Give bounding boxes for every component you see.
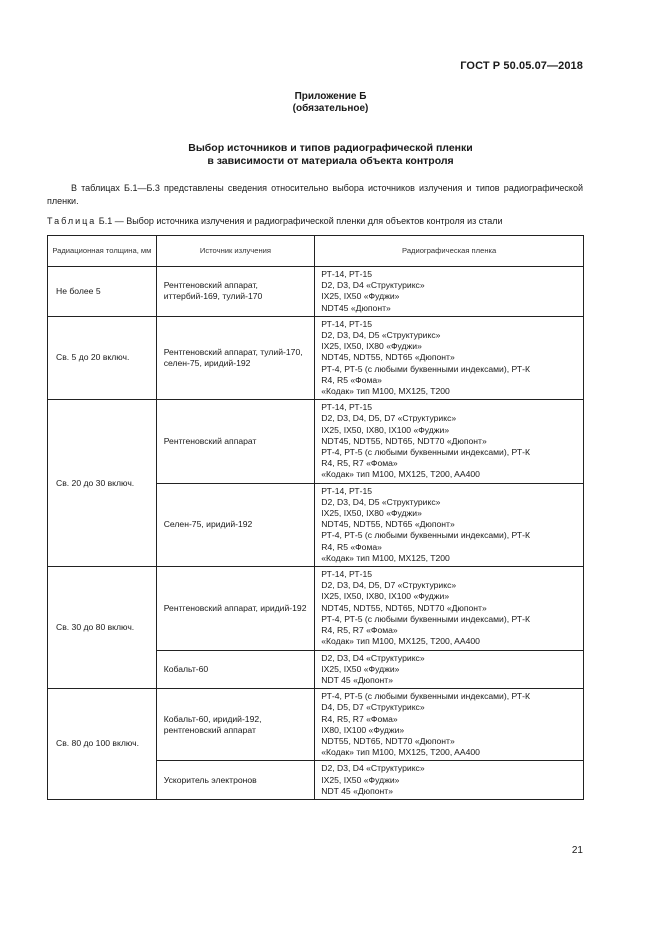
film-line: NDT55, NDT65, NDT70 «Дюпонт» bbox=[321, 735, 455, 746]
header-thickness: Радиационная толщина, мм bbox=[48, 236, 157, 267]
header-source: Источник излучения bbox=[156, 236, 315, 267]
appendix-title: Приложение Б bbox=[294, 91, 367, 102]
cell-thickness: Св. 30 до 80 включ. bbox=[48, 567, 157, 689]
page-number: 21 bbox=[571, 845, 583, 856]
cell-source: Кобальт-60, иридий-192, рентгеновский аппарат bbox=[156, 689, 315, 761]
cell-source: Рентгеновский аппарат, тулий-170, селен-75, иридий-192 bbox=[156, 316, 315, 399]
film-line: R4, R5 «Фома» bbox=[321, 374, 382, 385]
section-title-line1: Выбор источников и типов радиографической пленки bbox=[188, 142, 473, 154]
film-line: РТ-14, РТ-15 bbox=[321, 318, 373, 329]
table-caption-label: Таблица bbox=[47, 216, 97, 226]
film-line: IX25, IX50, IX80, IX100 «Фуджи» bbox=[321, 591, 450, 602]
cell-source: Ускоритель электронов bbox=[156, 761, 315, 800]
film-line: D2, D3, D4, D5, D7 «Структурикс» bbox=[321, 413, 457, 424]
film-line: РТ-14, РТ-15 bbox=[321, 485, 373, 496]
film-line: R4, R5, R7 «Фома» bbox=[321, 625, 398, 636]
film-line: IX25, IX50 «Фуджи» bbox=[321, 774, 400, 785]
film-line: R4, R5, R7 «Фома» bbox=[321, 458, 398, 469]
cell-film bbox=[315, 267, 584, 317]
table-row bbox=[48, 689, 584, 761]
cell-thickness: Св. 80 до 100 включ. bbox=[48, 689, 157, 800]
film-line: IX25, IX50 «Фуджи» bbox=[321, 291, 400, 302]
cell-film bbox=[315, 567, 584, 650]
film-line: NDT45 «Дюпонт» bbox=[321, 302, 391, 313]
cell-film bbox=[315, 483, 584, 566]
film-line: РТ-4, РТ-5 (с любыми буквенными индексами), РТ-К bbox=[321, 691, 530, 702]
film-line: IX25, IX50, IX80 «Фуджи» bbox=[321, 508, 422, 519]
cell-film bbox=[315, 761, 584, 800]
film-line: «Кодак» тип M100, MX125, T200, AA400 bbox=[321, 636, 480, 647]
film-selection-table bbox=[47, 235, 584, 800]
film-line: IX25, IX50, IX80 «Фуджи» bbox=[321, 341, 422, 352]
header-film: Радиографическая пленка bbox=[315, 236, 584, 267]
cell-source: Рентгеновский аппарат, иттербий-169, тулий-170 bbox=[156, 267, 315, 317]
film-line: «Кодак» тип M100, MX125, T200, AA400 bbox=[321, 469, 480, 480]
appendix-heading bbox=[0, 91, 661, 115]
film-line: «Кодак» тип M100, MX125, T200 bbox=[321, 386, 450, 397]
cell-source: Кобальт-60 bbox=[156, 650, 315, 689]
film-line: D2, D3, D4 «Структурикс» bbox=[321, 280, 425, 291]
table-row bbox=[48, 400, 584, 483]
film-line: IX25, IX50, IX80, IX100 «Фуджи» bbox=[321, 424, 450, 435]
cell-film bbox=[315, 400, 584, 483]
film-line: РТ-14, РТ-15 bbox=[321, 569, 373, 580]
film-line: R4, R5, R7 «Фома» bbox=[321, 713, 398, 724]
table-header-row bbox=[48, 236, 584, 267]
intro-paragraph: В таблицах Б.1—Б.3 представлены сведения относительно выбора источников излучения и типов радиографической пленки. bbox=[47, 183, 583, 206]
film-line: IX80, IX100 «Фуджи» bbox=[321, 724, 405, 735]
film-line: NDT45, NDT55, NDT65 «Дюпонт» bbox=[321, 519, 455, 530]
film-line: NDT45, NDT55, NDT65, NDT70 «Дюпонт» bbox=[321, 602, 487, 613]
film-line: РТ-14, РТ-15 bbox=[321, 269, 373, 279]
film-line: D2, D3, D4, D5 «Структурикс» bbox=[321, 330, 441, 341]
table-row bbox=[48, 316, 584, 399]
cell-film bbox=[315, 316, 584, 399]
film-line: IX25, IX50 «Фуджи» bbox=[321, 663, 400, 674]
film-line: РТ-4, РТ-5 (с любыми буквенными индексами), РТ-К bbox=[321, 613, 530, 624]
film-line: NDT 45 «Дюпонт» bbox=[321, 674, 394, 685]
film-line: NDT45, NDT55, NDT65 «Дюпонт» bbox=[321, 352, 455, 363]
section-title bbox=[0, 142, 661, 168]
film-line: РТ-4, РТ-5 (с любыми буквенными индексами), РТ-К bbox=[321, 363, 530, 374]
film-line: NDT45, NDT55, NDT65, NDT70 «Дюпонт» bbox=[321, 435, 487, 446]
cell-source: Селен-75, иридий-192 bbox=[156, 483, 315, 566]
film-line: D4, D5, D7 «Структурикс» bbox=[321, 702, 425, 713]
cell-thickness: Св. 5 до 20 включ. bbox=[48, 316, 157, 399]
cell-source: Рентгеновский аппарат, иридий-192 bbox=[156, 567, 315, 650]
table-caption-text: Б.1 — Выбор источника излучения и радиографической пленки для объектов контроля из стали bbox=[96, 216, 503, 226]
cell-source: Рентгеновский аппарат bbox=[156, 400, 315, 483]
table-caption bbox=[47, 215, 587, 227]
film-line: РТ-14, РТ-15 bbox=[321, 402, 373, 413]
film-line: D2, D3, D4 «Структурикс» bbox=[321, 652, 425, 663]
film-line: R4, R5 «Фома» bbox=[321, 541, 382, 552]
film-line: NDT 45 «Дюпонт» bbox=[321, 785, 394, 796]
table-row bbox=[48, 567, 584, 650]
film-line: D2, D3, D4 «Структурикс» bbox=[321, 763, 425, 774]
table-body bbox=[48, 267, 584, 800]
table-row bbox=[48, 267, 584, 317]
film-line: D2, D3, D4, D5, D7 «Структурикс» bbox=[321, 580, 457, 591]
film-line: D2, D3, D4, D5 «Структурикс» bbox=[321, 496, 441, 507]
cell-film bbox=[315, 650, 584, 689]
cell-thickness: Св. 20 до 30 включ. bbox=[48, 400, 157, 567]
appendix-subtitle: (обязательное) bbox=[292, 103, 369, 114]
film-line: РТ-4, РТ-5 (с любыми буквенными индексами), РТ-К bbox=[321, 530, 530, 541]
cell-thickness: Не более 5 bbox=[48, 267, 157, 317]
film-line: «Кодак» тип M100, MX125, T200, AA400 bbox=[321, 747, 480, 758]
standard-code: ГОСТ Р 50.05.07—2018 bbox=[460, 60, 583, 72]
cell-film bbox=[315, 689, 584, 761]
section-title-line2: в зависимости от материала объекта контроля bbox=[207, 155, 454, 167]
film-line: РТ-4, РТ-5 (с любыми буквенными индексами), РТ-К bbox=[321, 447, 530, 458]
film-line: «Кодак» тип M100, MX125, T200 bbox=[321, 552, 450, 563]
